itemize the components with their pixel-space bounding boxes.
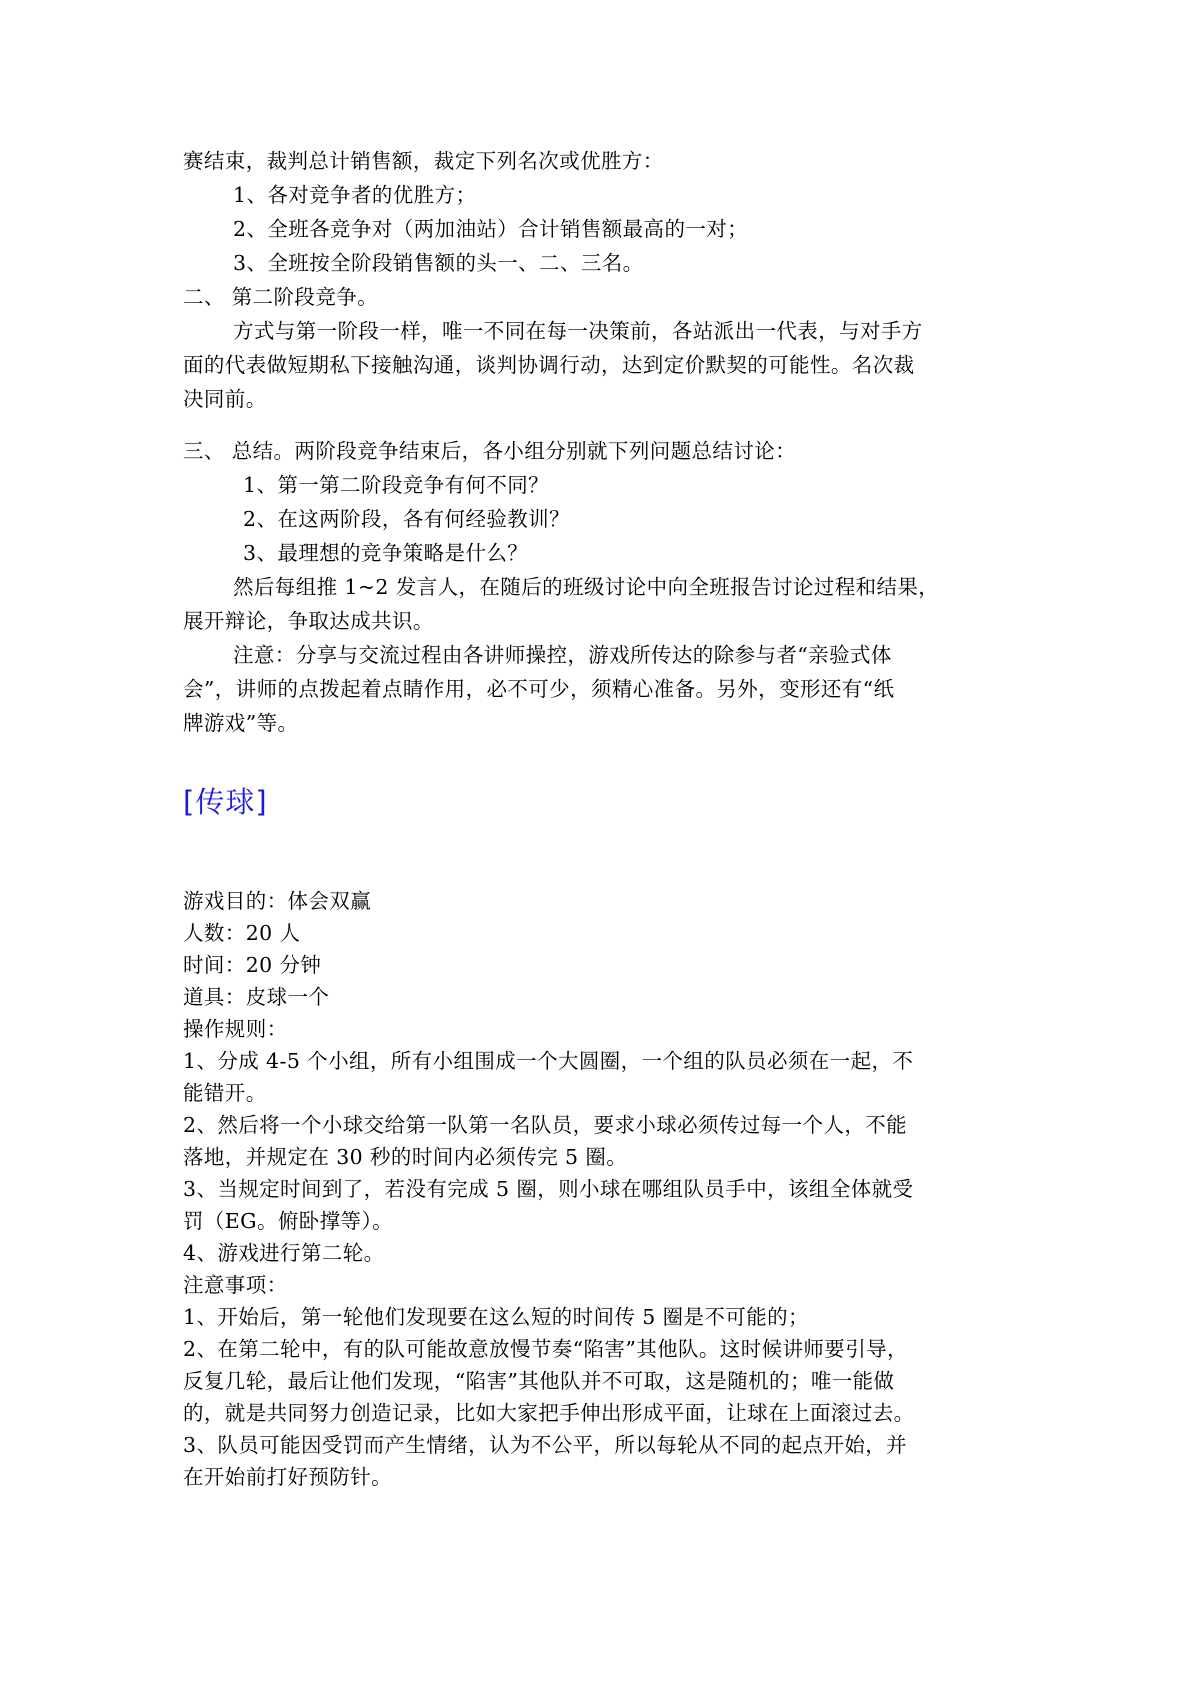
game-line: 1、开始后，第一轮他们发现要在这么短的时间传 5 圈是不可能的；	[183, 1305, 809, 1329]
section3-note-line: 会”，讲师的点拨起着点睛作用，必不可少，须精心准备。另外，变形还有“纸	[183, 677, 895, 701]
game-line: 反复几轮，最后让他们发现，“陷害”其他队并不可取，这是随机的；唯一能做	[183, 1369, 895, 1393]
game-line: 时间：20 分钟	[183, 953, 322, 977]
section1-intro: 赛结束，裁判总计销售额，裁定下列名次或优胜方：	[183, 149, 664, 173]
section2-paragraph-line: 面的代表做短期私下接触沟通，谈判协调行动，达到定价默契的可能性。名次裁	[183, 353, 915, 377]
section2-heading: 二、 第二阶段竞争。	[183, 285, 379, 309]
section3-item: 2、在这两阶段，各有何经验教训？	[243, 507, 570, 531]
section2-paragraph-line: 方式与第一阶段一样，唯一不同在每一决策前，各站派出一代表，与对手方	[233, 319, 923, 343]
section2-paragraph-line: 决同前。	[183, 387, 267, 411]
game-line: 2、在第二轮中，有的队可能故意放慢节奏“陷害”其他队。这时候讲师要引导，	[183, 1337, 908, 1361]
game-line: 3、队员可能因受罚而产生情绪，认为不公平，所以每轮从不同的起点开始，并	[183, 1433, 908, 1457]
game-line: 的，就是共同努力创造记录，比如大家把手伸出形成平面，让球在上面滚过去。	[183, 1401, 915, 1425]
game-line: 罚（EG。俯卧撑等）。	[183, 1209, 393, 1233]
game-line: 游戏目的：体会双赢	[183, 889, 372, 913]
game-line: 道具：皮球一个	[183, 985, 330, 1009]
section3-item: 1、第一第二阶段竞争有何不同？	[243, 473, 550, 497]
section3-paragraph-line: 展开辩论，争取达成共识。	[183, 609, 434, 633]
game-line: 人数：20 人	[183, 921, 301, 945]
game-title-heading: [传球]	[183, 785, 268, 819]
section3-heading: 三、 总结。两阶段竞争结束后，各小组分别就下列问题总结讨论：	[183, 439, 797, 463]
game-line: 2、然后将一个小球交给第一队第一名队员，要求小球必须传过每一个人，不能	[183, 1113, 908, 1137]
section3-paragraph-line: 然后每组推 1~2 发言人，在随后的班级讨论中向全班报告讨论过程和结果，	[233, 575, 940, 599]
section1-item: 3、全班按全阶段销售额的头一、二、三名。	[233, 251, 644, 275]
section1-item: 1、各对竞争者的优胜方；	[233, 183, 477, 207]
game-line: 4、游戏进行第二轮。	[183, 1241, 385, 1265]
section1-item: 2、全班各竞争对（两加油站）合计销售额最高的一对；	[233, 217, 749, 241]
section3-note-line: 牌游戏”等。	[183, 711, 299, 735]
game-line: 操作规则：	[183, 1017, 288, 1041]
section3-note-line: 注意：分享与交流过程由各讲师操控，游戏所传达的除参与者“亲验式体	[233, 643, 892, 667]
game-line: 在开始前打好预防针。	[183, 1465, 392, 1489]
game-line: 能错开。	[183, 1081, 267, 1105]
game-line: 落地，并规定在 30 秒的时间内必须传完 5 圈。	[183, 1145, 628, 1169]
game-line: 1、分成 4-5 个小组，所有小组围成一个大圆圈，一个组的队员必须在一起，不	[183, 1049, 914, 1073]
game-line: 3、当规定时间到了，若没有完成 5 圈，则小球在哪组队员手中，该组全体就受	[183, 1177, 914, 1201]
game-line: 注意事项：	[183, 1273, 288, 1297]
section3-item: 3、最理想的竞争策略是什么？	[243, 541, 529, 565]
